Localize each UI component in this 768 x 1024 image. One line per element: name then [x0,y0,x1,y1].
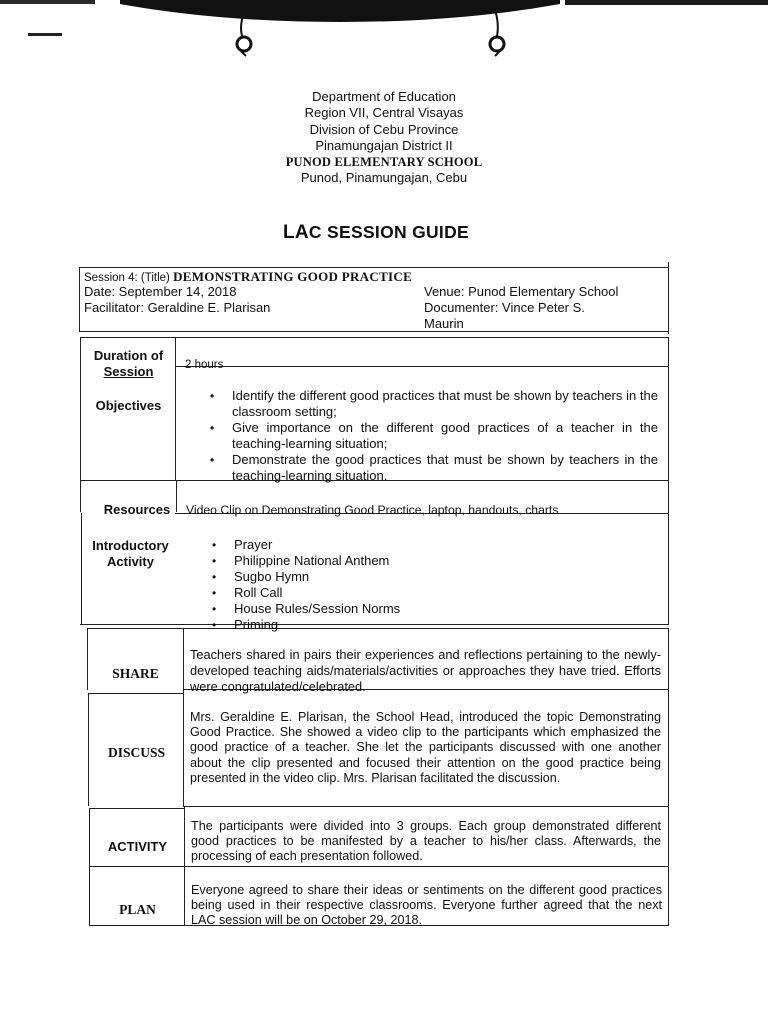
intro-item-roll-call: • Roll Call [208,585,508,601]
header-line-department: Department of Education [312,89,456,104]
session-documenter: Documenter: Vince Peter S. [424,300,585,315]
title-lead: LA [282,222,309,243]
intro-item-priming: • Priming [208,617,508,633]
objective-item: • Give importance on the different good practices of a teacher in the teaching-learning situation; [206,420,658,452]
letterhead-binder-graphic [120,0,560,62]
session-title: DEMONSTRATING GOOD PRACTICE [173,269,413,284]
objective-item: • Identify the different good practices that must be shown by teachers in the classroom setting; [206,388,658,420]
plan-text: Everyone agreed to share their ideas or sentiments on the different good practices being used in their respective classrooms. Everyone further agreed that the next LAC session will be on October 29, 2018. [191,883,662,928]
session-facilitator: Facilitator: Geraldine E. Plarisan [84,300,271,315]
introductory-label: Introductory Activity [92,538,169,569]
resources-label: Resources [103,502,171,517]
duration-label: Duration of Session [93,348,164,379]
title-rest: C SESSION GUIDE [308,222,470,242]
top-right-rule [565,0,768,5]
discuss-text: Mrs. Geraldine E. Plarisan, the School Head, introduced the topic Demonstrating Good Practice. She showed a video clip to the participants which emphasized the good practice of a teacher. She let the participants discussed with one another about the clip presented and focused their attention on the good practice being presented in the video clip. Mrs. Plarisan facilitated the discussion. [190,710,661,785]
session-label: Session 4: (Title) [84,272,170,284]
objectives-list [206,388,658,484]
top-left-rule [0,0,95,4]
introductory-list [208,537,508,633]
school-name: PUNOD ELEMENTARY SCHOOL [285,155,483,170]
plan-label: PLAN [119,902,156,917]
objective-item: • Demonstrate the good practices that must be shown by teachers in the teaching-learning situation. [206,452,658,484]
session-venue: Venue: Punod Elementary School [424,284,619,299]
objectives-label: Objectives [95,398,162,413]
activity-label: ACTIVITY [107,839,168,854]
intro-item-anthem: • Philippine National Anthem [208,553,508,569]
intro-item-prayer: • Prayer [208,537,508,553]
share-label: SHARE [112,666,159,681]
session-date: Date: September 14, 2018 [84,284,237,299]
margin-mark [28,33,62,36]
intro-item-hymn: • Sugbo Hymn [208,569,508,585]
header-line-region: Region VII, Central Visayas [304,105,464,121]
duration-value: 2 hours [185,359,224,371]
discuss-label: DISCUSS [107,745,166,760]
session-documenter-cont: Maurin [424,316,464,331]
share-text: Teachers shared in pairs their experiences and reflections pertaining to the newly-developed teaching aids/materials/activities or approaches they have tried. Efforts were congratulated/celebrated. [190,647,661,694]
letterhead [0,89,768,187]
header-line-division: Division of Cebu Province [309,121,459,137]
intro-item-house-rules: • House Rules/Session Norms [208,601,508,617]
header-line-district: Pinamungajan District II [315,137,453,153]
activity-text: The participants were divided into 3 groups. Each group demonstrated different good practices to be manifested by a teacher to his/her class. Afterwards, the processing of each presentation followed. [191,819,661,864]
school-address: Punod, Pinamungajan, Cebu [300,170,468,186]
resources-value: Video Clip on Demonstrating Good Practice, laptop, handouts, charts [186,503,559,517]
document-title [0,222,752,244]
